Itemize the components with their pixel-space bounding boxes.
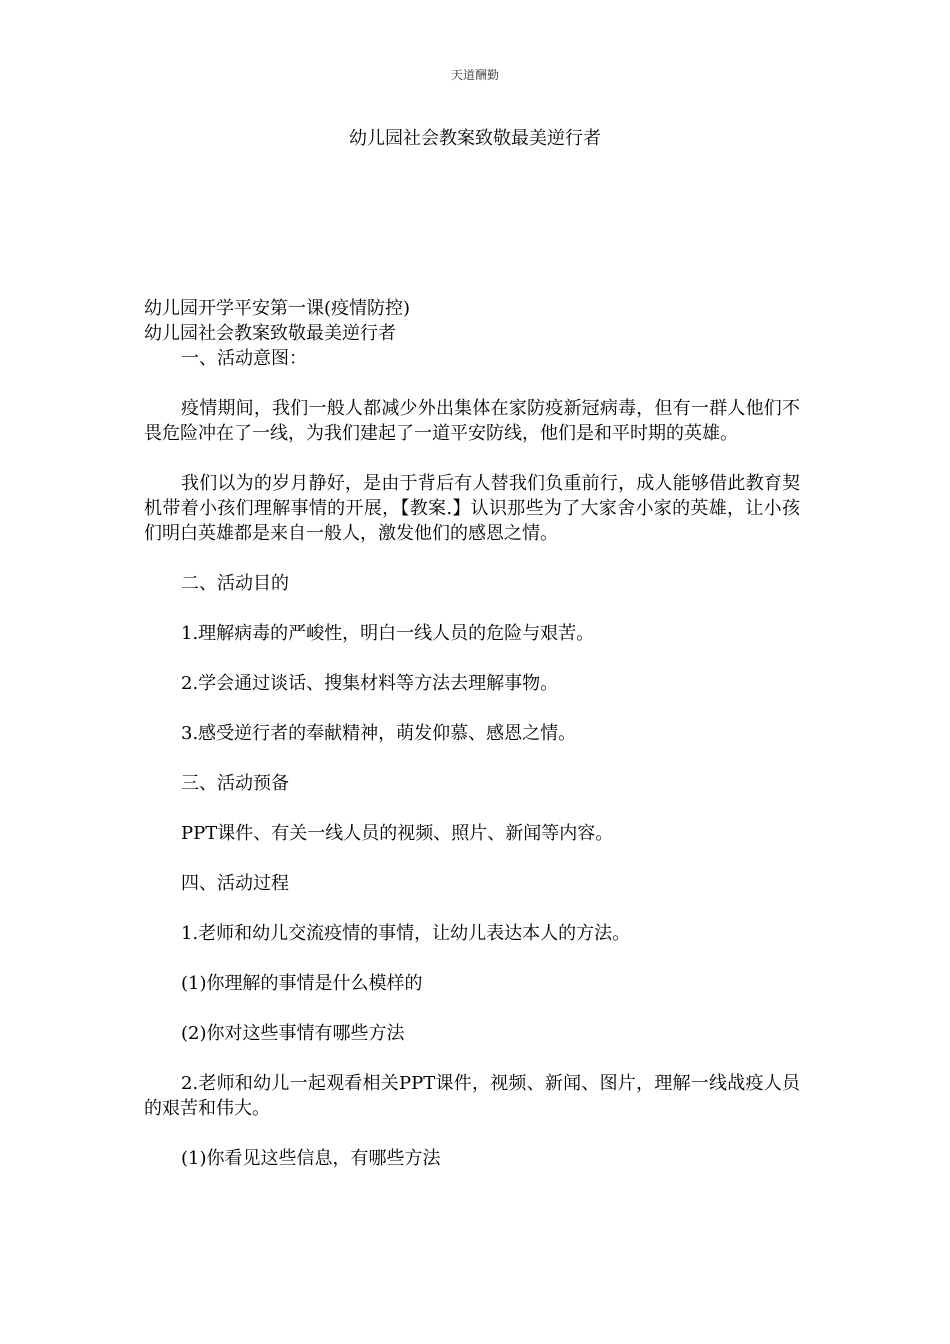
paragraph: 疫情期间，我们一般人都减少外出集体在家防疫新冠病毒，但有一群人他们不畏危险冲在了一线，为我们建起了一道平安防线，他们是和平时期的英雄。 bbox=[144, 398, 800, 444]
document-body bbox=[144, 296, 800, 1171]
section-heading: 三、活动预备 bbox=[181, 773, 289, 794]
paragraph: PPT课件、有关一线人员的视频、照片、新闻等内容。 bbox=[181, 823, 614, 844]
list-item: (1)你理解的事情是什么模样的 bbox=[181, 973, 423, 994]
list-item: 1.理解病毒的严峻性，明白一线人员的危险与艰苦。 bbox=[181, 623, 595, 644]
section-heading: 一、活动意图： bbox=[181, 348, 307, 369]
subtitle-line: 幼儿园开学平安第一课(疫情防控) bbox=[144, 298, 411, 319]
list-item: 2.老师和幼儿一起观看相关PPT课件，视频、新闻、图片，理解一线战疫人员的艰苦和伟大。 bbox=[144, 1073, 800, 1119]
section-heading: 二、活动目的 bbox=[181, 573, 289, 594]
header-note: 天道酬勤 bbox=[450, 68, 499, 82]
list-item: 1.老师和幼儿交流疫情的事情，让幼儿表达本人的方法。 bbox=[181, 923, 631, 944]
list-item: 2.学会通过谈话、搜集材料等方法去理解事物。 bbox=[181, 673, 559, 694]
section-heading: 四、活动过程 bbox=[181, 873, 289, 894]
list-item: 3.感受逆行者的奉献精神，萌发仰慕、感恩之情。 bbox=[181, 723, 577, 744]
list-item: (2)你对这些事情有哪些方法 bbox=[181, 1023, 405, 1044]
document-title: 幼儿园社会教案致敬最美逆行者 bbox=[349, 128, 601, 149]
list-item: (1)你看见这些信息，有哪些方法 bbox=[181, 1148, 441, 1169]
paragraph: 我们以为的岁月静好，是由于背后有人替我们负重前行，成人能够借此教育契机带着小孩们理解事情的开展，【教案.】认识那些为了大家舍小家的英雄，让小孩们明白英雄都是来自一般人，激发他们的感恩之情。 bbox=[144, 473, 800, 544]
subtitle-line: 幼儿园社会教案致敬最美逆行者 bbox=[144, 323, 396, 344]
